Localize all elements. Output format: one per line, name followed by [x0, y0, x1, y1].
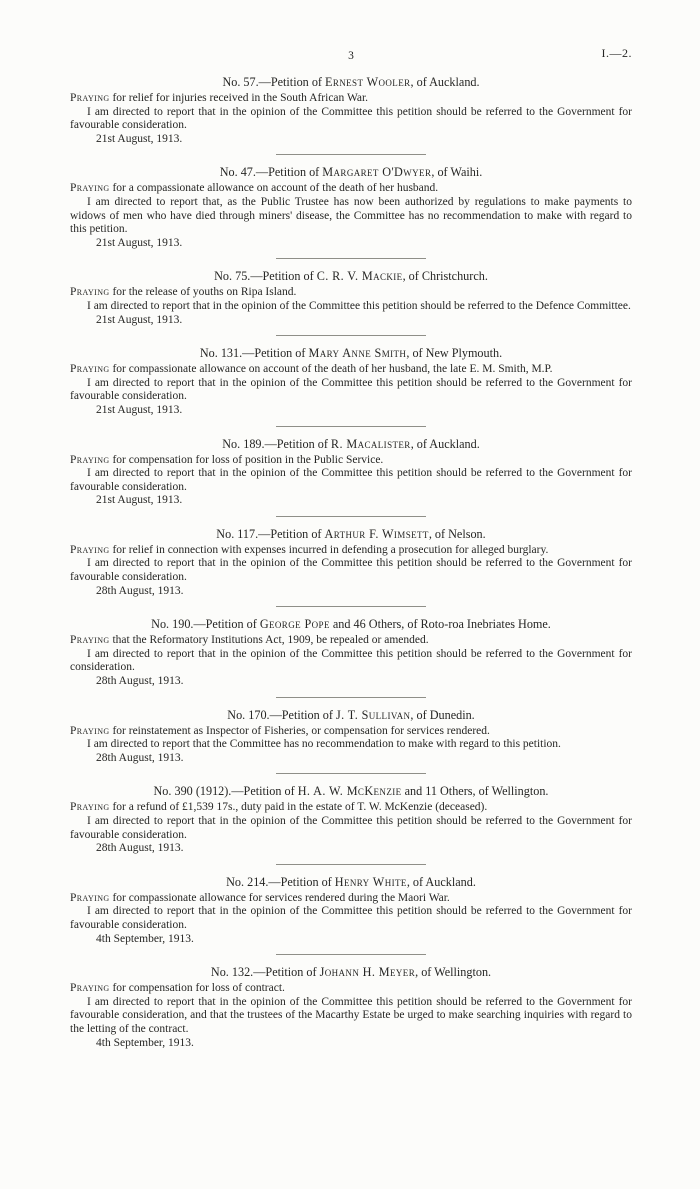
- separator-rule: [276, 954, 426, 955]
- report-paragraph: I am directed to report that in the opinion of the Committee this petition should be referred to the Government for favourable consideration.: [70, 105, 632, 132]
- petition-title-pre: No. 390 (1912).—Petition of: [153, 784, 298, 799]
- report-paragraph: I am directed to report that in the opinion of the Committee this petition should be referred to the Defence Committee.: [87, 299, 631, 312]
- praying-text: for the release of youths on Ripa Island.: [109, 286, 297, 299]
- petition-title: [70, 75, 632, 89]
- date-line: 28th August, 1913.: [96, 584, 184, 597]
- praying-label: Praying: [70, 982, 110, 995]
- date-line: 4th September, 1913.: [96, 932, 194, 945]
- petition-title: [70, 875, 632, 889]
- petition-title-post: , of Dunedin.: [410, 707, 475, 722]
- petition-title-pre: No. 132.—Petition of: [210, 965, 320, 980]
- document-reference: I.—2.: [601, 46, 632, 60]
- petition-title: [70, 784, 632, 798]
- praying-paragraph: [70, 982, 632, 996]
- report-paragraph: I am directed to report that in the opinion of the Committee this petition should be referred to the Government for consideration.: [70, 647, 632, 674]
- petitioner-name: J. T. Sullivan: [335, 707, 411, 722]
- separator-rule: [276, 154, 426, 155]
- date-line: 21st August, 1913.: [96, 313, 183, 326]
- petition-title-pre: No. 190.—Petition of: [151, 617, 260, 632]
- praying-text: for a compassionate allowance on account of the death of her husband.: [109, 182, 439, 195]
- praying-text: for relief in connection with expenses incurred in defending a prosecution for alleged burglary.: [109, 543, 549, 556]
- praying-label: Praying: [70, 634, 110, 647]
- petition-title: [70, 346, 632, 360]
- petition-title: [70, 437, 632, 451]
- separator-rule: [276, 335, 426, 336]
- report-paragraph: I am directed to report that in the opinion of the Committee this petition should be referred to the Government for favourable consideration, and that the trustees of the Macarthy Estate be urged to make searching inquiries with regard to the letting of the contract.: [70, 995, 632, 1035]
- petition-title-post: and 46 Others, of Roto-roa Inebriates Home.: [329, 617, 551, 632]
- petition-entry: [70, 346, 632, 426]
- petitioner-name: Ernest Wooler: [325, 75, 411, 89]
- praying-text: for compensation for loss of position in the Public Service.: [109, 453, 384, 466]
- date-line: 21st August, 1913.: [96, 236, 183, 249]
- petition-title-post: , of Nelson.: [428, 526, 486, 541]
- petition-title-pre: No. 47.—Petition of: [219, 165, 323, 180]
- report-paragraph: I am directed to report that in the opinion of the Committee this petition should be referred to the Government for favourable consideration.: [70, 815, 632, 841]
- date-line: 28th August, 1913.: [96, 751, 184, 764]
- report-paragraph: I am directed to report that in the opinion of the Committee this petition should be referred to the Government for favourable consideration.: [70, 376, 632, 403]
- praying-label: Praying: [70, 543, 110, 556]
- petition-entry: [70, 165, 632, 259]
- praying-text: for compassionate allowance on account of the death of her husband, the late E. M. Smith, M.P.: [109, 363, 553, 376]
- page-header: [70, 46, 632, 65]
- petitioner-name: George Pope: [259, 617, 330, 632]
- praying-label: Praying: [70, 182, 110, 195]
- page-number: 3: [348, 50, 354, 62]
- praying-label: Praying: [70, 286, 110, 299]
- petition-entry: [70, 784, 632, 864]
- praying-text: for compassionate allowance for services rendered during the Maori War.: [109, 891, 450, 904]
- report-paragraph: I am directed to report that in the opinion of the Committee this petition should be referred to the Government for favourable consideration.: [70, 467, 632, 493]
- petition-title-post: , of Auckland.: [410, 75, 480, 89]
- praying-paragraph: [70, 892, 632, 906]
- praying-text: for relief for injuries received in the South African War.: [109, 92, 369, 104]
- praying-paragraph: [70, 544, 632, 558]
- petition-title: [70, 527, 632, 541]
- petition-entry: [70, 965, 632, 1050]
- petitioner-name: Margaret O'Dwyer: [322, 165, 432, 180]
- petition-title-post: , of Auckland.: [410, 436, 480, 451]
- petitioner-name: Arthur F. Wimsett: [324, 526, 429, 541]
- praying-text: for reinstatement as Inspector of Fisheries, or compensation for services rendered.: [109, 724, 490, 737]
- petition-entry: [70, 75, 632, 155]
- petitioner-name: Johann H. Meyer: [319, 965, 416, 980]
- praying-label: Praying: [70, 453, 110, 466]
- praying-paragraph: [70, 286, 632, 300]
- date-line: 4th September, 1913.: [96, 1036, 194, 1049]
- date-line: 21st August, 1913.: [96, 494, 183, 507]
- petition-title-pre: No. 131.—Petition of: [199, 346, 309, 361]
- praying-label: Praying: [70, 801, 110, 814]
- petition-entry: [70, 527, 632, 607]
- praying-label: Praying: [70, 724, 110, 737]
- petition-title: [70, 269, 632, 283]
- petitioner-name: Mary Anne Smith: [308, 346, 407, 361]
- petition-title-pre: No. 57.—Petition of: [222, 75, 326, 89]
- praying-paragraph: [70, 363, 632, 377]
- petition-entry: [70, 437, 632, 517]
- date-line: 21st August, 1913.: [96, 132, 183, 145]
- petition-title-post: and 11 Others, of Wellington.: [401, 784, 549, 799]
- separator-rule: [276, 516, 426, 517]
- praying-paragraph: [70, 182, 632, 196]
- separator-rule: [276, 864, 426, 865]
- date-line: 28th August, 1913.: [96, 675, 184, 688]
- petition-title-pre: No. 117.—Petition of: [216, 526, 325, 541]
- petition-title-post: , of Wellington.: [415, 965, 492, 980]
- petition-entry: [70, 708, 632, 775]
- petitioner-name: Henry White: [334, 874, 407, 889]
- petition-title-post: , of Auckland.: [406, 874, 476, 889]
- praying-label: Praying: [70, 363, 110, 376]
- petition-entry: [70, 617, 632, 697]
- report-paragraph: I am directed to report that in the opinion of the Committee this petition should be referred to the Government for favourable consideration.: [70, 557, 632, 584]
- report-paragraph: I am directed to report that the Committee has no recommendation to make with regard to this petition.: [87, 738, 561, 751]
- praying-text: for a refund of £1,539 17s., duty paid in the estate of T. W. McKenzie (deceased).: [109, 801, 488, 814]
- report-paragraph: I am directed to report that, as the Public Trustee has now been authorized by regulations to make payments to widows of men who have died through miners' disease, the Committee has no recommendation to make with regard to this petition.: [70, 195, 632, 236]
- petitioner-name: H. A. W. McKenzie: [297, 784, 402, 799]
- petitioner-name: C. R. V. Mackie: [316, 269, 403, 284]
- praying-paragraph: [70, 634, 632, 648]
- petition-title-pre: No. 170.—Petition of: [227, 707, 336, 722]
- praying-paragraph: [70, 454, 632, 468]
- petition-entry: [70, 875, 632, 955]
- petition-title: [70, 165, 632, 179]
- date-line: 21st August, 1913.: [96, 403, 183, 416]
- praying-label: Praying: [70, 92, 110, 104]
- date-line: 28th August, 1913.: [96, 842, 184, 855]
- praying-paragraph: [70, 725, 632, 739]
- praying-label: Praying: [70, 891, 110, 904]
- report-paragraph: I am directed to report that in the opinion of the Committee this petition should be referred to the Government for favourable consideration.: [70, 905, 632, 931]
- separator-rule: [276, 697, 426, 698]
- praying-paragraph: [70, 801, 632, 815]
- petition-title-pre: No. 189.—Petition of: [222, 436, 331, 451]
- petition-title-post: , of New Plymouth.: [406, 346, 503, 361]
- petition-title: [70, 965, 632, 979]
- praying-paragraph: [70, 92, 632, 106]
- petition-title-post: , of Christchurch.: [402, 269, 488, 284]
- petition-title-post: , of Waihi.: [431, 165, 483, 180]
- petition-entry: [70, 269, 632, 336]
- petition-title-pre: No. 214.—Petition of: [226, 874, 335, 889]
- separator-rule: [276, 773, 426, 774]
- separator-rule: [276, 426, 426, 427]
- separator-rule: [276, 258, 426, 259]
- petition-title-pre: No. 75.—Petition of: [214, 269, 317, 284]
- petition-title: [70, 617, 632, 631]
- praying-text: for compensation for loss of contract.: [109, 982, 285, 995]
- praying-text: that the Reformatory Institutions Act, 1909, be repealed or amended.: [109, 634, 429, 647]
- separator-rule: [276, 606, 426, 607]
- petition-title: [70, 708, 632, 722]
- petitioner-name: R. Macalister: [330, 436, 411, 451]
